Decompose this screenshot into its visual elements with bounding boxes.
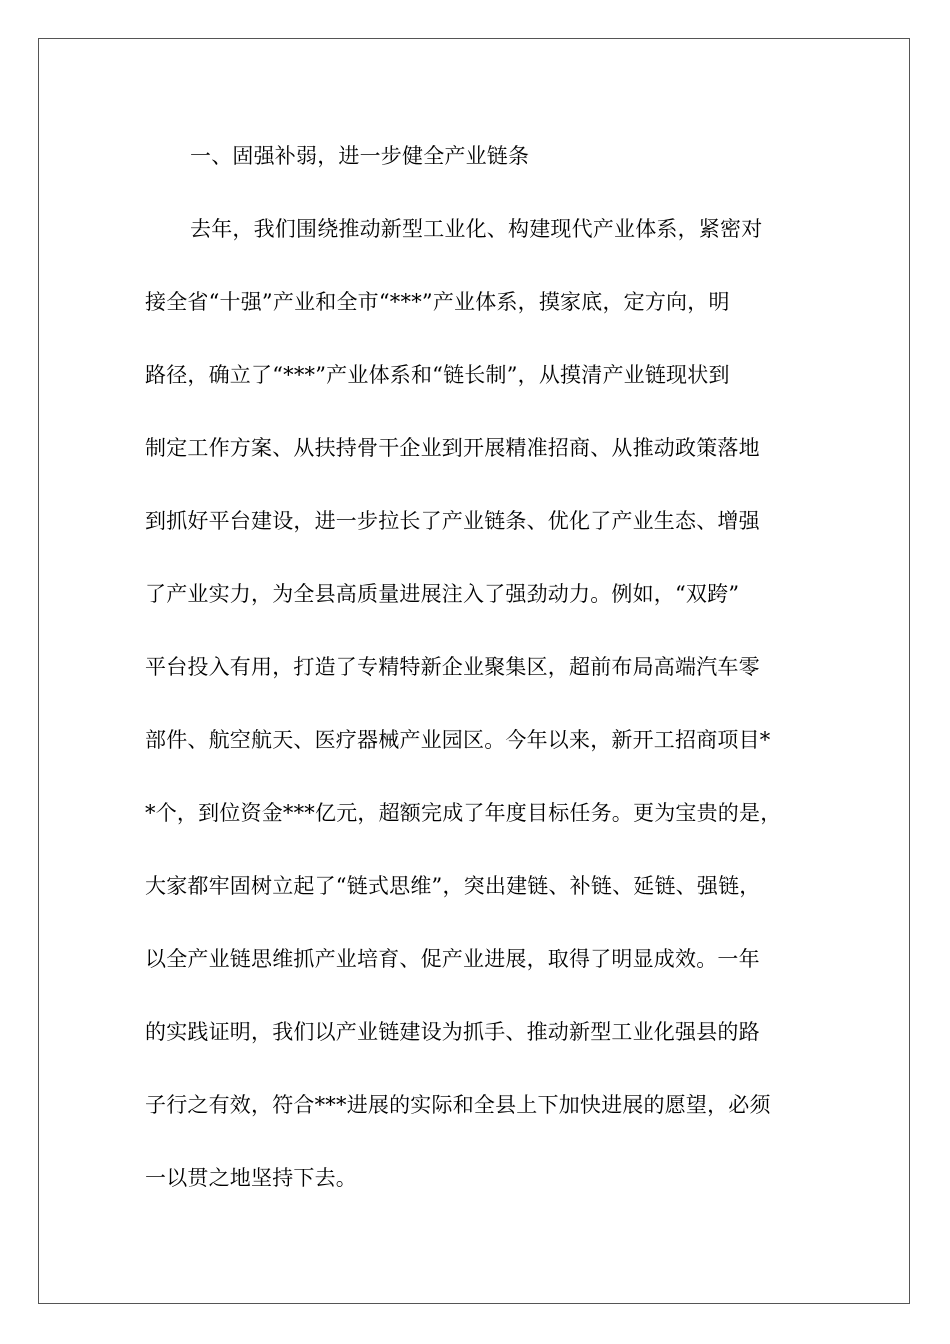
paragraph-line: 平台投入有用，打造了专精特新企业聚集区，超前布局高端汽车零 bbox=[145, 655, 760, 679]
section-heading: 一、固强补弱，进一步健全产业链条 bbox=[190, 144, 530, 168]
paragraph-line: 子行之有效，符合***进展的实际和全县上下加快进展的愿望，必须 bbox=[145, 1093, 771, 1117]
paragraph-line: 到抓好平台建设，进一步拉长了产业链条、优化了产业生态、增强 bbox=[145, 509, 760, 533]
paragraph-line: 制定工作方案、从扶持骨干企业到开展精准招商、从推动政策落地 bbox=[145, 436, 760, 460]
paragraph-line: 一以贯之地坚持下去。 bbox=[145, 1166, 357, 1190]
paragraph-line: 以全产业链思维抓产业培育、促产业进展，取得了明显成效。一年 bbox=[145, 947, 760, 971]
paragraph-line: 大家都牢固树立起了“链式思维”，突出建链、补链、延链、强链， bbox=[145, 874, 761, 898]
paragraph-line: 接全省“十强”产业和全市“***”产业体系，摸家底，定方向，明 bbox=[145, 290, 730, 314]
paragraph-line: 去年，我们围绕推动新型工业化、构建现代产业体系，紧密对 bbox=[190, 217, 763, 241]
paragraph-line: 了产业实力，为全县高质量进展注入了强劲动力。例如，“双跨” bbox=[145, 582, 740, 606]
paragraph-line: 的实践证明，我们以产业链建设为抓手、推动新型工业化强县的路 bbox=[145, 1020, 760, 1044]
paragraph-line: 路径，确立了“***”产业体系和“链长制”，从摸清产业链现状到 bbox=[145, 363, 730, 387]
paragraph-line: 部件、航空航天、医疗器械产业园区。今年以来，新开工招商项目* bbox=[145, 728, 771, 752]
paragraph-line: *个，到位资金***亿元，超额完成了年度目标任务。更为宝贵的是， bbox=[145, 801, 782, 825]
